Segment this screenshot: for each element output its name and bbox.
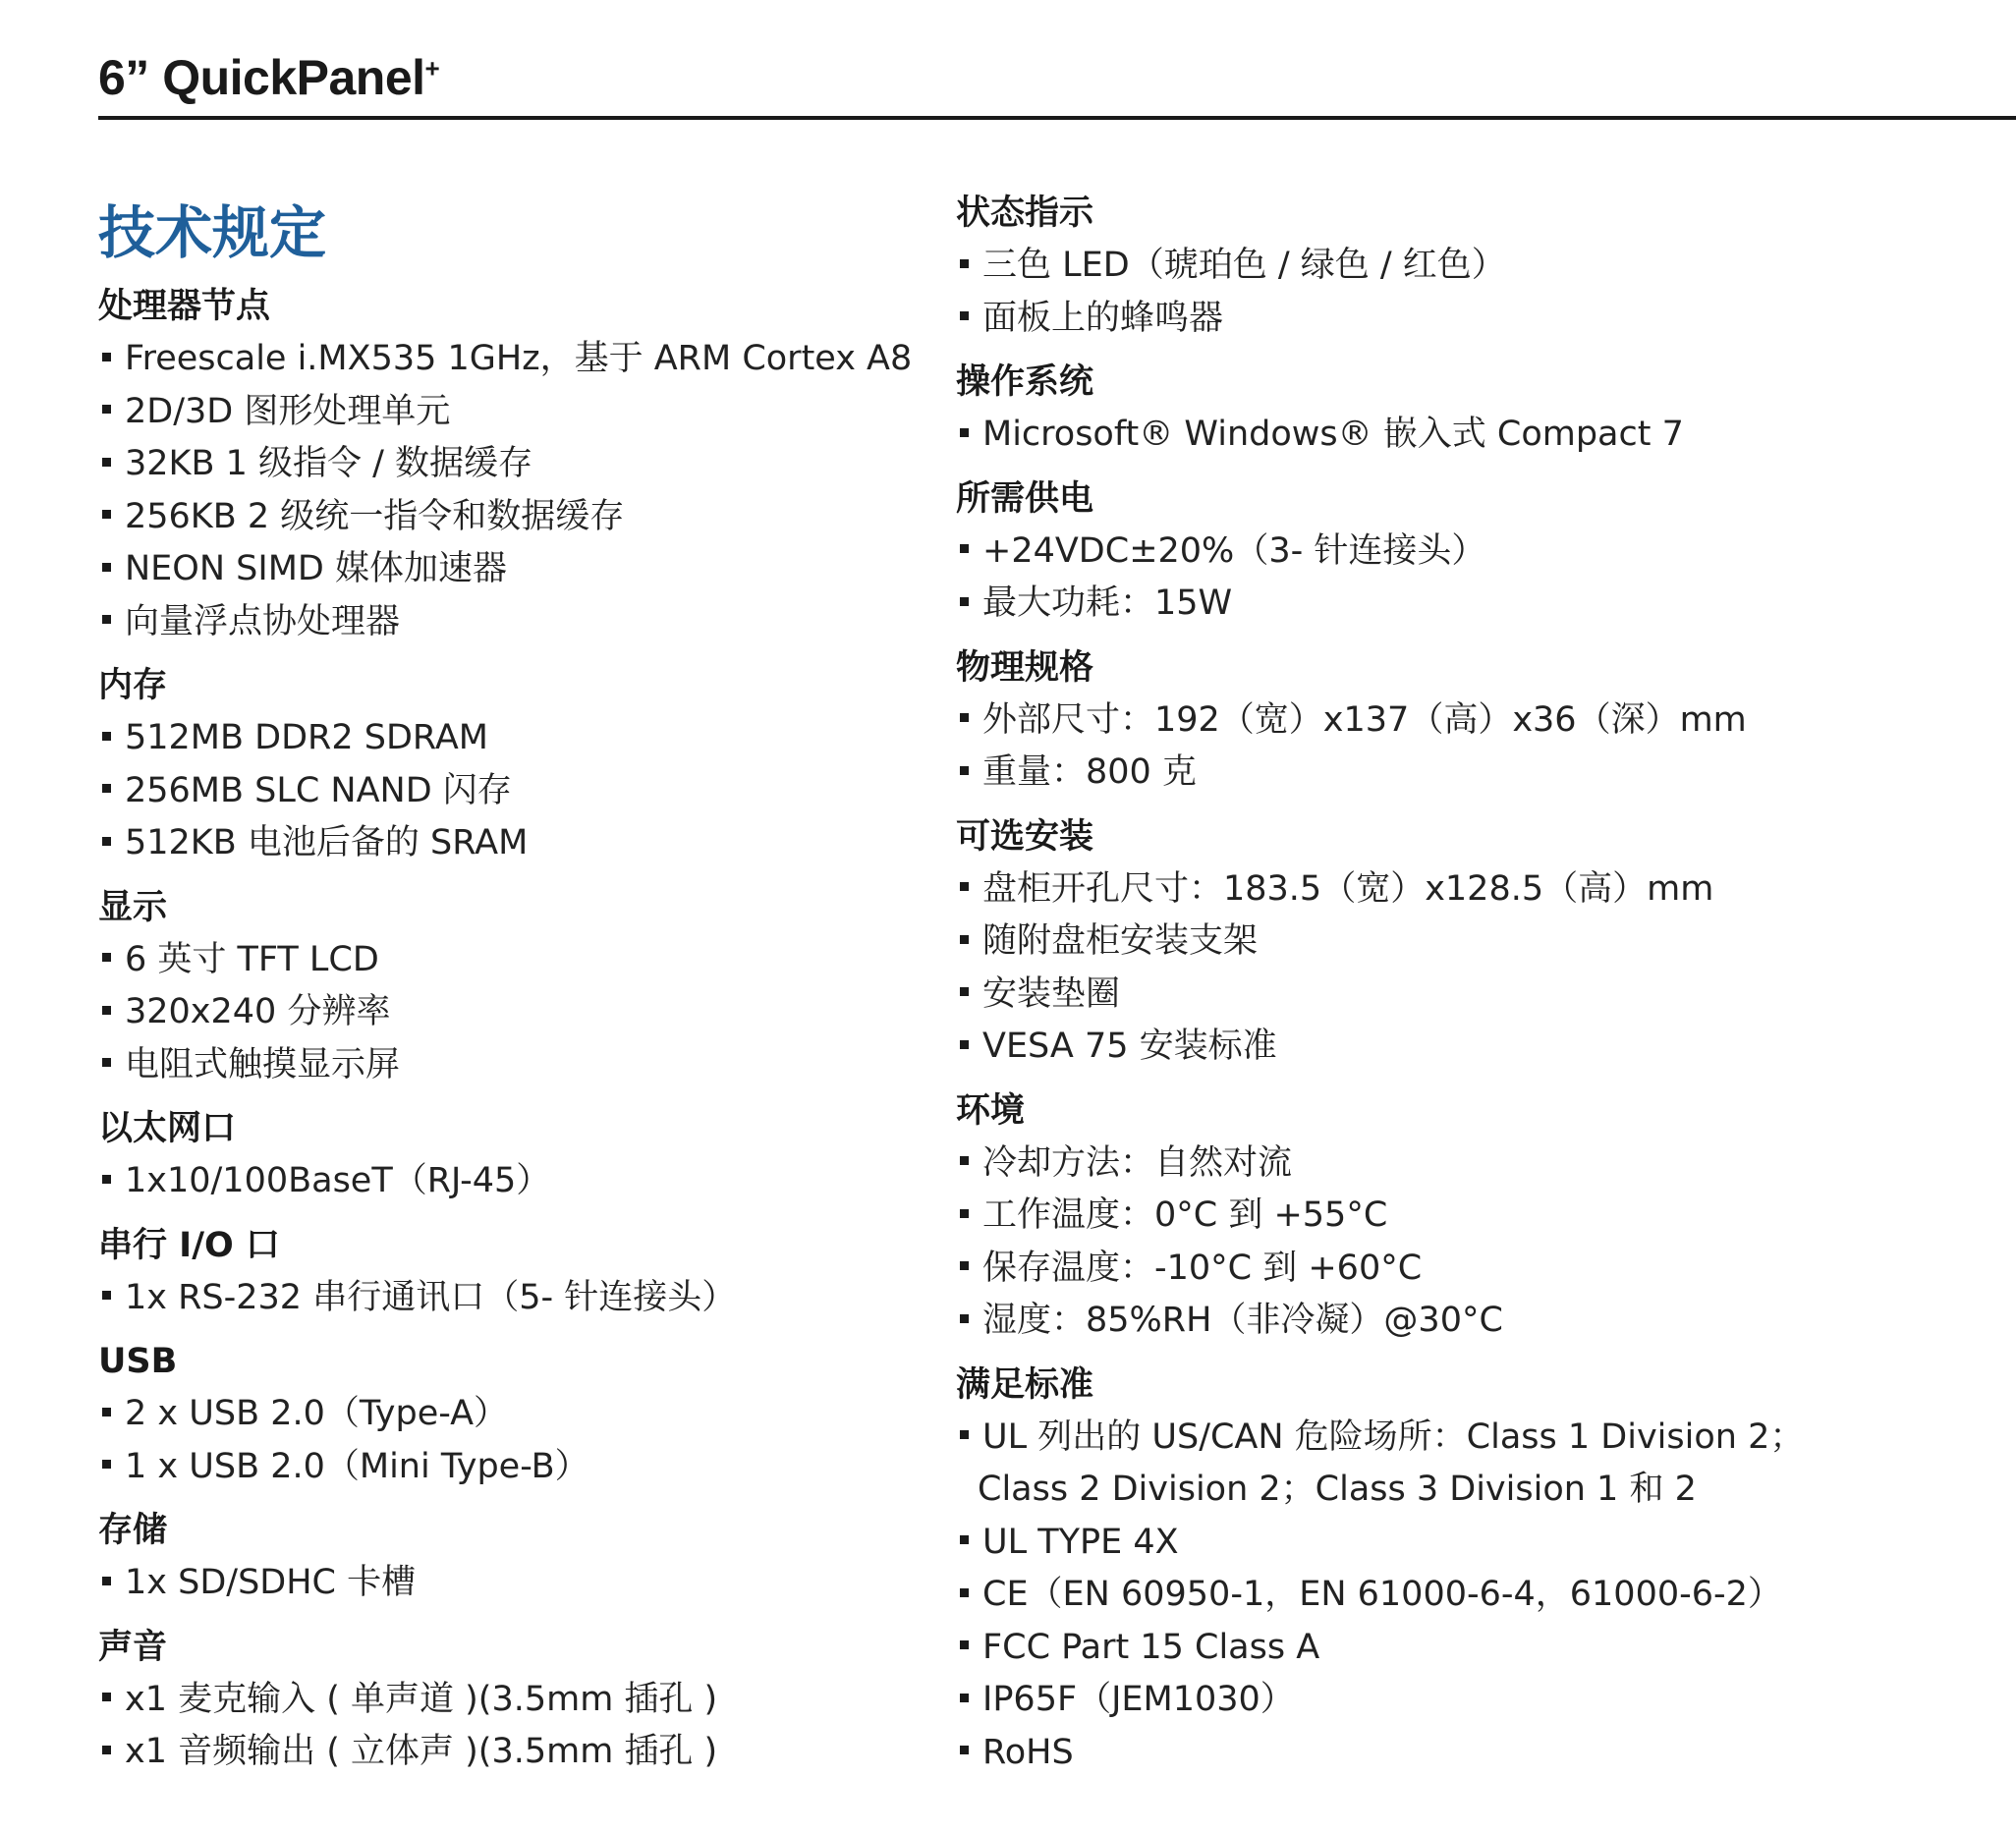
bullet-icon: [102, 615, 111, 624]
spec-item-text: 1x RS-232 串行通讯口（5- 针连接头）: [125, 1277, 737, 1317]
spec-item-text: 保存温度：-10°C 到 +60°C: [982, 1248, 1423, 1288]
spec-item-text: 冷却方法：自然对流: [982, 1142, 1293, 1183]
section-title: 所需供电: [956, 478, 1094, 519]
bullet-icon: [960, 544, 969, 553]
spec-item: [98, 543, 943, 596]
bullet-icon: [102, 1408, 111, 1416]
bullet-icon: [102, 1291, 111, 1300]
spec-item-text: 工作温度：0°C 到 +55°C: [982, 1195, 1388, 1235]
spec-item-text: 盘柜开孔尺寸：183.5（宽）x128.5（高）mm: [982, 868, 1714, 909]
spec-item: [956, 1412, 2007, 1465]
bullet-icon: [102, 1693, 111, 1701]
spec-item: [98, 333, 943, 386]
spec-item-text: 2D/3D 图形处理单元: [125, 391, 451, 431]
section-title: 声音: [98, 1627, 168, 1667]
section-title: 处理器节点: [98, 287, 271, 326]
spec-item: [98, 1726, 943, 1779]
spec-item: [98, 596, 943, 649]
spec-item: [956, 1674, 2007, 1727]
section-title: 物理规格: [956, 647, 1094, 688]
spec-item: [98, 986, 943, 1039]
spec-item-text: CE（EN 60950-1，EN 61000-6-4，61000-6-2）: [982, 1575, 1782, 1614]
section-title: 内存: [98, 666, 168, 705]
spec-item-text: 6 英寸 TFT LCD: [125, 939, 379, 979]
product-title-superscript: +: [424, 53, 440, 83]
spec-item: [956, 1138, 2007, 1191]
spec-item: [98, 438, 943, 491]
bullet-icon: [102, 1460, 111, 1469]
spec-item: [98, 712, 943, 765]
spec-item: [956, 863, 2007, 916]
spec-item-text: IP65F（JEM1030）: [982, 1680, 1295, 1719]
right-column: [956, 187, 2007, 1790]
spec-item: [98, 1674, 943, 1727]
spec-item-text: 320x240 分辨率: [125, 992, 391, 1031]
spec-item-text: NEON SIMD 媒体加速器: [125, 549, 507, 588]
spec-section: [98, 659, 943, 870]
spec-item-text: 256MB SLC NAND 闪存: [125, 770, 512, 810]
spec-item: [956, 969, 2007, 1022]
bullet-icon: [102, 837, 111, 846]
spec-section: [956, 187, 2007, 345]
bullet-icon: [102, 732, 111, 741]
spec-item: [956, 1517, 2007, 1570]
bullet-icon: [960, 1314, 969, 1323]
spec-item: [956, 1021, 2007, 1074]
spec-item: [98, 386, 943, 439]
bullet-icon: [102, 510, 111, 519]
bullet-icon: [102, 1175, 111, 1184]
spec-item: [98, 934, 943, 987]
spec-section: [956, 1359, 2007, 1780]
bullet-icon: [960, 259, 969, 268]
spec-item-text: 1x SD/SDHC 卡槽: [125, 1563, 417, 1602]
spec-item-text: 三色 LED（琥珀色 / 绿色 / 红色）: [982, 246, 1506, 285]
spec-item-text: +24VDC±20%（3- 针连接头）: [982, 530, 1486, 571]
bullet-icon: [102, 563, 111, 572]
spec-item: [98, 1441, 943, 1494]
spec-section: [98, 1102, 943, 1208]
bullet-icon: [960, 882, 969, 891]
spec-item-text: 向量浮点协处理器: [125, 601, 401, 641]
product-title: 6” QuickPanel: [98, 50, 425, 105]
bullet-icon: [102, 1577, 111, 1585]
bullet-icon: [102, 458, 111, 467]
spec-item-text: RoHS: [982, 1732, 1074, 1772]
spec-section: [98, 881, 943, 1092]
bullet-icon: [102, 1058, 111, 1067]
spec-item-text: VESA 75 安装标准: [982, 1027, 1277, 1066]
section-title: USB: [98, 1342, 178, 1381]
spec-section: [956, 810, 2007, 1074]
spec-item-continuation: [956, 1464, 2007, 1517]
bullet-icon: [960, 1261, 969, 1270]
spec-item-text: UL TYPE 4X: [982, 1522, 1179, 1562]
spec-item: [956, 694, 2007, 748]
bullet-icon: [960, 311, 969, 320]
bullet-icon: [960, 1430, 969, 1439]
spec-item: [98, 817, 943, 870]
section-title: 显示: [98, 887, 168, 927]
spec-item-text: Freescale i.MX535 1GHz，基于 ARM Cortex A8: [125, 339, 913, 378]
section-title: 串行 I/O 口: [98, 1225, 280, 1265]
spec-item-text: 256KB 2 级统一指令和数据缓存: [125, 496, 625, 536]
spec-item: [98, 1388, 943, 1441]
bullet-icon: [960, 597, 969, 606]
bullet-icon: [102, 353, 111, 361]
spec-item: [956, 747, 2007, 800]
spec-item: [98, 765, 943, 818]
spec-item-text: Microsoft® Windows® 嵌入式 Compact 7: [982, 415, 1684, 454]
spec-section: [98, 1335, 943, 1493]
section-title: 存储: [98, 1511, 168, 1550]
bullet-icon: [960, 935, 969, 944]
spec-section: [98, 1219, 943, 1325]
spec-item: [956, 916, 2007, 969]
spec-section: [98, 280, 943, 648]
bullet-icon: [960, 1040, 969, 1049]
bullet-icon: [960, 766, 969, 775]
header-divider: [98, 116, 2016, 120]
spec-item: [98, 1557, 943, 1610]
page-title: 技术规定: [98, 199, 327, 266]
bullet-icon: [960, 1640, 969, 1649]
bullet-icon: [102, 405, 111, 414]
section-title: 以太网口: [98, 1109, 237, 1148]
spec-item: [98, 1155, 943, 1208]
spec-item-text: 32KB 1 级指令 / 数据缓存: [125, 444, 533, 483]
spec-item: [98, 491, 943, 544]
spec-item-text: x1 音频输出 ( 立体声 )(3.5mm 插孔 ): [125, 1732, 718, 1771]
spec-item-text: 1x10/100BaseT（RJ-45）: [125, 1161, 551, 1200]
spec-item-text: 随附盘柜安装支架: [982, 921, 1259, 961]
spec-section: [956, 356, 2007, 462]
left-column: [98, 280, 943, 1790]
bullet-icon: [960, 1535, 969, 1544]
spec-item: [956, 526, 2007, 579]
spec-item: [956, 293, 2007, 346]
spec-item: [956, 1569, 2007, 1622]
product-header: [98, 49, 439, 106]
spec-section: [98, 1504, 943, 1610]
bullet-icon: [102, 1006, 111, 1015]
spec-item-text: x1 麦克输入 ( 单声道 )(3.5mm 插孔 ): [125, 1679, 718, 1719]
spec-item: [956, 409, 2007, 462]
spec-item-text: UL 列出的 US/CAN 危险场所：Class 1 Division 2；: [982, 1416, 1805, 1457]
spec-item: [956, 1622, 2007, 1675]
spec-item: [956, 1190, 2007, 1243]
section-title: 可选安装: [956, 816, 1094, 857]
spec-item: [956, 1295, 2007, 1348]
spec-item: [98, 1272, 943, 1325]
section-title: 状态指示: [956, 194, 1094, 233]
bullet-icon: [102, 953, 111, 962]
spec-item-text: 面板上的蜂鸣器: [982, 298, 1224, 338]
bullet-icon: [960, 1694, 969, 1702]
spec-item: [956, 240, 2007, 293]
spec-item: [956, 1243, 2007, 1296]
section-title: 满足标准: [956, 1364, 1094, 1405]
spec-item: [98, 1039, 943, 1092]
bullet-icon: [960, 428, 969, 437]
spec-item-text: 外部尺寸：192（宽）x137（高）x36（深）mm: [982, 699, 1747, 740]
spec-item-text: 2 x USB 2.0（Type-A）: [125, 1394, 509, 1433]
spec-item-text: 1 x USB 2.0（Mini Type-B）: [125, 1446, 589, 1486]
bullet-icon: [102, 784, 111, 793]
spec-item: [956, 578, 2007, 631]
spec-item-text: 重量：800 克: [982, 752, 1197, 792]
bullet-icon: [960, 713, 969, 722]
spec-item-text: 512KB 电池后备的 SRAM: [125, 823, 529, 862]
section-title: 环境: [956, 1090, 1026, 1131]
spec-item: [956, 1727, 2007, 1780]
spec-item-text: 安装垫圈: [982, 973, 1121, 1014]
spec-item-text: 最大功耗：15W: [982, 583, 1233, 623]
spec-section: [98, 1621, 943, 1779]
bullet-icon: [960, 1746, 969, 1754]
bullet-icon: [102, 1746, 111, 1754]
spec-section: [956, 641, 2007, 800]
section-title: 操作系统: [956, 362, 1094, 402]
spec-item-text: 512MB DDR2 SDRAM: [125, 718, 488, 757]
bullet-icon: [960, 1588, 969, 1597]
spec-item-text: FCC Part 15 Class A: [982, 1627, 1320, 1667]
spec-item-text: 湿度：85%RH（非冷凝）@30°C: [982, 1301, 1503, 1340]
spec-section: [956, 472, 2007, 631]
spec-section: [956, 1084, 2007, 1348]
bullet-icon: [960, 1209, 969, 1218]
bullet-icon: [960, 987, 969, 996]
spec-item-text: Class 2 Division 2；Class 3 Division 1 和 2: [978, 1470, 1697, 1509]
spec-item-text: 电阻式触摸显示屏: [125, 1044, 401, 1084]
bullet-icon: [960, 1156, 969, 1165]
